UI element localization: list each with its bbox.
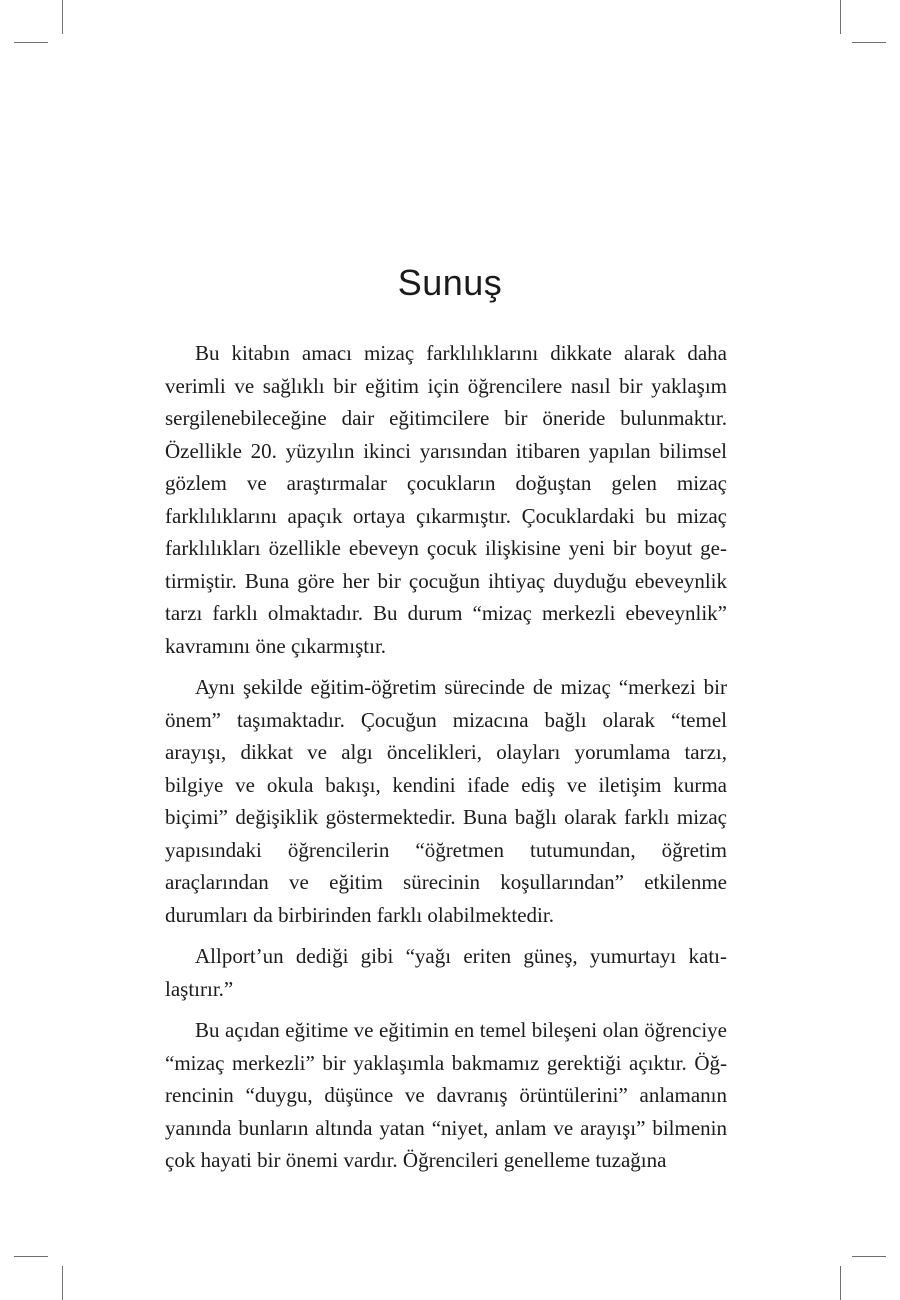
crop-mark-bottom-right-vertical [840, 1266, 841, 1300]
crop-mark-bottom-right-horizontal [852, 1256, 886, 1257]
crop-mark-top-left-vertical [62, 0, 63, 34]
body-text [165, 337, 727, 1186]
crop-mark-bottom-left-vertical [62, 1266, 63, 1300]
paragraph-3: Allport’un dediği gibi “yağı eriten güneş, yumurtayı katılaştırır.” [165, 944, 727, 1001]
crop-mark-top-right-vertical [840, 0, 841, 34]
paragraph-2: Aynı şekilde eğitim-öğretim sürecinde de mizaç “merkezi bir önem” taşımaktadır. Çocuğun mizacına bağlı olarak “temel arayışı, dikkat ve algı öncelikleri, olayları yorumlama tarzı, bilgiye ve okula bakışı, kendini ifade ediş ve iletişim kurma biçimi” değişiklik göstermektedir. Buna bağlı olarak farklı mizaç yapısındaki öğrencilerin “öğretmen tutumundan, öğretim araçlarından ve eğitim sürecinin koşullarından” etkilenme durumları da birbirinden farklı olabilmektedir. [165, 675, 727, 927]
crop-mark-bottom-left-horizontal [14, 1256, 48, 1257]
paragraph-1: Bu kitabın amacı mizaç farklılıklarını dikkate alarak daha verimli ve sağlıklı bir eğitim için öğrencilere nasıl bir yaklaşım sergilenebileceğine dair eğitimcilere bir öneride bulunmaktır. Özellikle 20. yüzyılın ikinci yarısından itibaren yapılan bilimsel gözlem ve araştırmalar çocukların doğuştan gelen mizaç farklılıklarını apaçık ortaya çıkarmıştır. Çocuklardaki bu mizaç farklılıkları özellikle ebeveyn çocuk ilişkisine yeni bir boyut getirmiştir. Buna göre her bir çocuğun ihtiyaç duyduğu ebeveynlik tarzı farklı olmaktadır. Bu durum “mizaç merkezli ebeveynlik” kavramını öne çıkarmıştır. [165, 341, 727, 658]
crop-mark-top-right-horizontal [852, 42, 886, 43]
page-title: Sunuş [397, 262, 503, 303]
crop-mark-top-left-horizontal [14, 42, 48, 43]
paragraph-4: Bu açıdan eğitime ve eğitimin en temel bileşeni olan öğrenciye “mizaç merkezli” bir yaklaşımla bakmamız gerektiği açıktır. Öğrencinin “duygu, düşünce ve davranış örüntülerini” anlamanın yanında bunların altında yatan “niyet, anlam ve arayışı” bilmenin çok hayati bir önemi vardır. Öğrencileri genelleme tuzağına [165, 1018, 727, 1172]
